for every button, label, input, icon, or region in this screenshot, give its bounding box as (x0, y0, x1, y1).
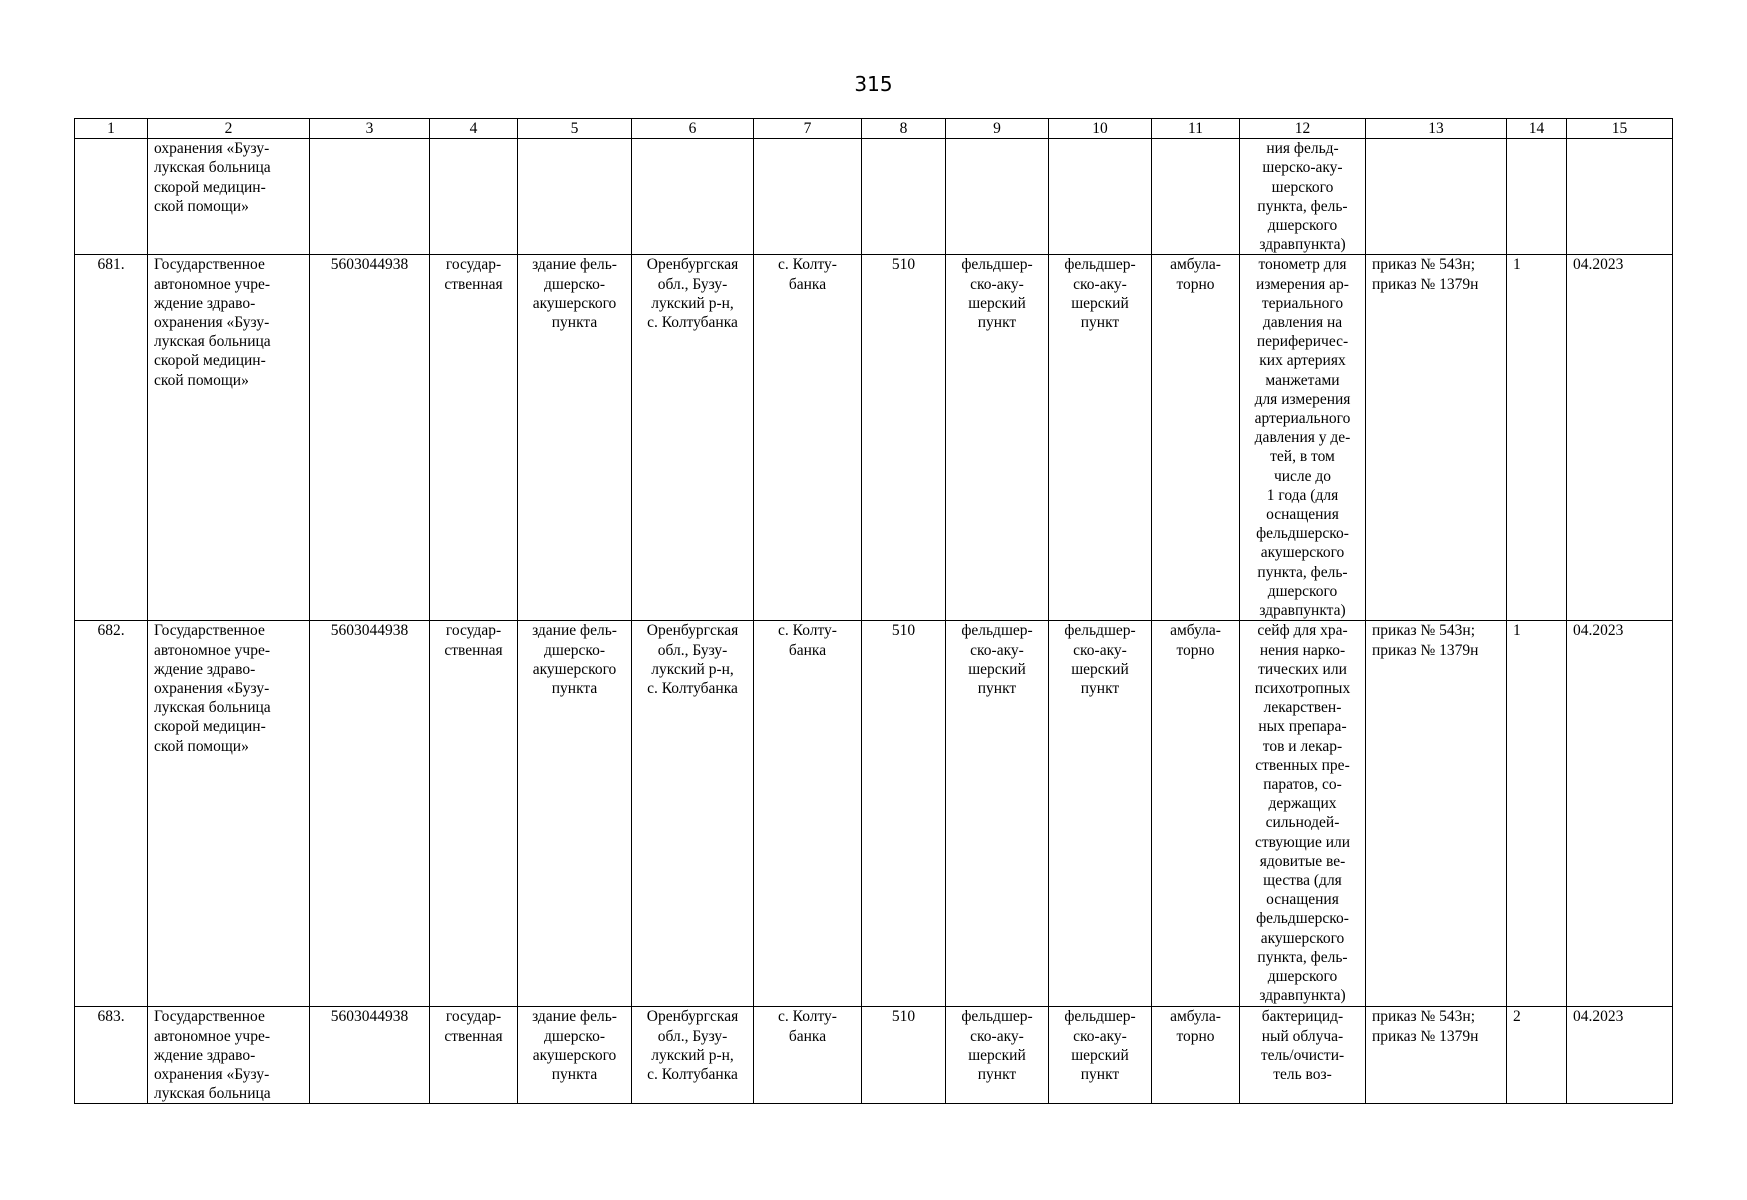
register-table (74, 118, 1673, 1104)
column-header: 2 (148, 119, 310, 139)
facility-type-cell: фельдшер- ско-аку- шерский пункт (946, 255, 1049, 621)
facility-type-cell: фельдшер- ско-аку- шерский пункт (946, 621, 1049, 1007)
code-cell: 510 (862, 255, 946, 621)
equipment-cell: бактерицид- ный облуча- тель/очисти- тель воз- (1240, 1007, 1366, 1104)
order-cell: приказ № 543н; приказ № 1379н (1366, 621, 1507, 1007)
quantity-cell: 1 (1507, 255, 1567, 621)
unit-type-cell (1049, 139, 1152, 255)
column-header: 3 (310, 119, 430, 139)
ownership-cell: государ- ственная (430, 621, 518, 1007)
order-cell (1366, 139, 1507, 255)
date-cell: 04.2023 (1567, 1007, 1673, 1104)
facility-type-cell (946, 139, 1049, 255)
column-header: 1 (75, 119, 148, 139)
equipment-cell: тонометр для измерения ар- териального давления на периферичес- ких артериях манжетами для измерения артериального давления у де- тей, в том числе до 1 года (для оснащения фельдшерско- акушерского пункта, фель- дшерского здравпункта) (1240, 255, 1366, 621)
column-header: 15 (1567, 119, 1673, 139)
address-cell (632, 139, 754, 255)
column-header: 13 (1366, 119, 1507, 139)
inn-cell: 5603044938 (310, 621, 430, 1007)
column-header: 10 (1049, 119, 1152, 139)
address-cell: Оренбургская обл., Бузу- лукский р-н, с. Колтубанка (632, 1007, 754, 1104)
order-cell: приказ № 543н; приказ № 1379н (1366, 1007, 1507, 1104)
column-header: 9 (946, 119, 1049, 139)
table-row (75, 255, 1673, 621)
order-cell: приказ № 543н; приказ № 1379н (1366, 255, 1507, 621)
inn-cell: 5603044938 (310, 255, 430, 621)
ownership-cell (430, 139, 518, 255)
care-condition-cell: амбула- торно (1152, 255, 1240, 621)
row-number-cell (75, 139, 148, 255)
page-number: 315 (854, 72, 893, 96)
row-number-cell: 681. (75, 255, 148, 621)
table-row (75, 139, 1673, 255)
organization-cell: Государственное автономное учре- ждение здраво- охранения «Бузу- лукская больница (148, 1007, 310, 1104)
unit-type-cell: фельдшер- ско-аку- шерский пункт (1049, 1007, 1152, 1104)
building-cell (518, 139, 632, 255)
unit-type-cell: фельдшер- ско-аку- шерский пункт (1049, 621, 1152, 1007)
row-number-cell: 682. (75, 621, 148, 1007)
quantity-cell (1507, 139, 1567, 255)
column-header: 7 (754, 119, 862, 139)
table-row (75, 1007, 1673, 1104)
ownership-cell: государ- ственная (430, 255, 518, 621)
row-number-cell: 683. (75, 1007, 148, 1104)
column-header: 8 (862, 119, 946, 139)
address-cell: Оренбургская обл., Бузу- лукский р-н, с. Колтубанка (632, 621, 754, 1007)
organization-cell: охранения «Бузу- лукская больница скорой медицин- ской помощи» (148, 139, 310, 255)
care-condition-cell: амбула- торно (1152, 1007, 1240, 1104)
column-header: 11 (1152, 119, 1240, 139)
date-cell: 04.2023 (1567, 621, 1673, 1007)
building-cell: здание фель- дшерско- акушерского пункта (518, 621, 632, 1007)
date-cell: 04.2023 (1567, 255, 1673, 621)
column-number-row (75, 119, 1673, 139)
locality-cell: с. Колту- банка (754, 255, 862, 621)
address-cell: Оренбургская обл., Бузу- лукский р-н, с. Колтубанка (632, 255, 754, 621)
building-cell: здание фель- дшерско- акушерского пункта (518, 1007, 632, 1104)
building-cell: здание фель- дшерско- акушерского пункта (518, 255, 632, 621)
column-header: 4 (430, 119, 518, 139)
facility-type-cell: фельдшер- ско-аку- шерский пункт (946, 1007, 1049, 1104)
column-header: 5 (518, 119, 632, 139)
ownership-cell: государ- ственная (430, 1007, 518, 1104)
organization-cell: Государственное автономное учре- ждение здраво- охранения «Бузу- лукская больница скорой медицин- ской помощи» (148, 255, 310, 621)
code-cell: 510 (862, 621, 946, 1007)
column-header: 14 (1507, 119, 1567, 139)
locality-cell: с. Колту- банка (754, 1007, 862, 1104)
date-cell (1567, 139, 1673, 255)
column-header: 6 (632, 119, 754, 139)
equipment-cell: ния фельд- шерско-аку- шерского пункта, фель- дшерского здравпункта) (1240, 139, 1366, 255)
equipment-cell: сейф для хра- нения нарко- тических или психотропных лекарствен- ных препара- тов и лекар- ственных пре- паратов, со- держащих сильнодей- ствующие или ядовитые ве- щества (для оснащения фельдшерско- акушерского пункта, фель- дшерского здравпункта) (1240, 621, 1366, 1007)
unit-type-cell: фельдшер- ско-аку- шерский пункт (1049, 255, 1152, 621)
code-cell: 510 (862, 1007, 946, 1104)
quantity-cell: 2 (1507, 1007, 1567, 1104)
table-row (75, 621, 1673, 1007)
code-cell (862, 139, 946, 255)
care-condition-cell (1152, 139, 1240, 255)
locality-cell (754, 139, 862, 255)
inn-cell: 5603044938 (310, 1007, 430, 1104)
column-header: 12 (1240, 119, 1366, 139)
quantity-cell: 1 (1507, 621, 1567, 1007)
locality-cell: с. Колту- банка (754, 621, 862, 1007)
organization-cell: Государственное автономное учре- ждение здраво- охранения «Бузу- лукская больница скорой медицин- ской помощи» (148, 621, 310, 1007)
care-condition-cell: амбула- торно (1152, 621, 1240, 1007)
inn-cell (310, 139, 430, 255)
